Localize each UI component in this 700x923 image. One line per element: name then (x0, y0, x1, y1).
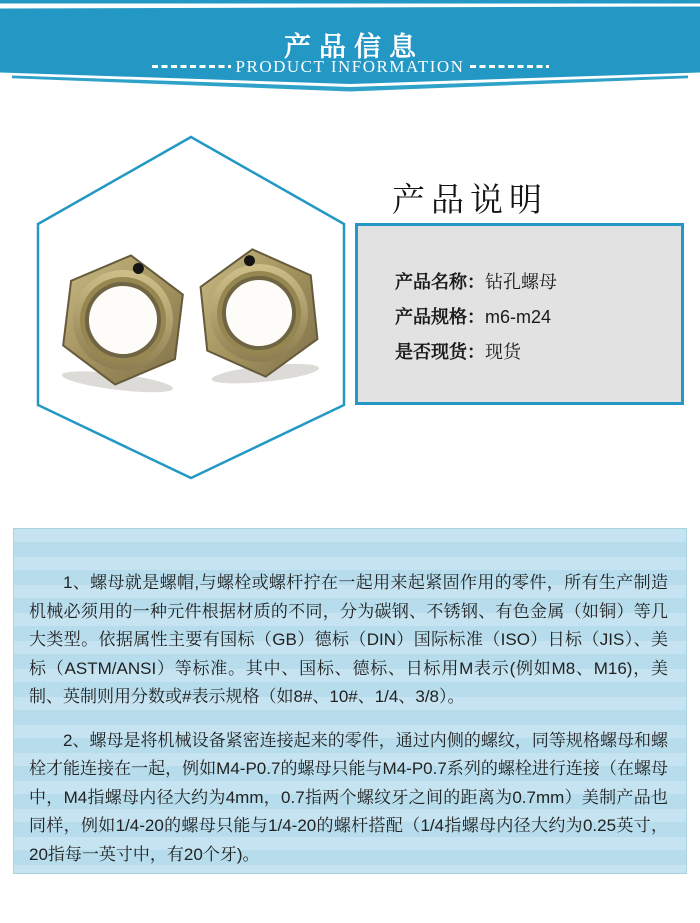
product-description-box (13, 528, 687, 874)
description-paragraph-2: 2、螺母是将机械设备紧密连接起来的零件，通过内侧的螺纹，同等规格螺母和螺栓才能连接在一起，例如M4-P0.7的螺母只能与M4-P0.7系列的螺栓进行连接（在螺母中，M4指螺母内径大约为4mm，0.7指两个螺纹牙之间的距离为0.7mm）美制产品也同样，例如1/4-20的螺母只能与1/4-20的螺杆搭配（1/4指螺母内径大约为0.25英寸，20指每一英寸中，有20个牙)。 (29, 730, 668, 864)
dash-decoration-right (470, 65, 549, 68)
spec-row-stock (395, 340, 671, 364)
spec-value: m6-m24 (485, 307, 552, 327)
spec-label: 是否现货 (395, 342, 467, 362)
section-title: 产品说明 (392, 181, 548, 218)
description-paragraph-1: 1、螺母就是螺帽,与螺栓或螺杆拧在一起用来起紧固作用的零件，所有生产制造机械必须用的一种元件根据材质的不同，分为碳钢、不锈钢、有色金属（如铜）等几大类型。依据属性主要有国标（GB）德标（DIN）国际标准（ISO）日标（JIS）、美标（ASTM/ANSI）等标准。其中、国标、德标、日标用M表示(例如M8、M16)，美制、英制则用分数或#表示规格（如8#、10#、1/4、3/8）。 (29, 573, 668, 706)
page-subtitle: PRODUCT INFORMATION (235, 57, 465, 76)
spec-label: 产品规格 (395, 307, 467, 327)
spec-colon: ： (467, 272, 485, 292)
spec-colon: ： (467, 342, 485, 362)
spec-value: 现货 (485, 342, 521, 362)
dash-decoration-left (152, 65, 231, 68)
header-banner (0, 0, 700, 96)
spec-value: 钻孔螺母 (485, 272, 557, 292)
product-spec-box (355, 223, 684, 405)
spec-colon: ： (467, 307, 485, 327)
page-title: 产品信息 (284, 32, 424, 62)
spec-label: 产品名称 (395, 272, 467, 292)
spec-row-size (395, 305, 671, 329)
hex-nut-left (59, 249, 189, 397)
hex-nut-right (197, 244, 321, 388)
spec-row-name (395, 270, 671, 294)
